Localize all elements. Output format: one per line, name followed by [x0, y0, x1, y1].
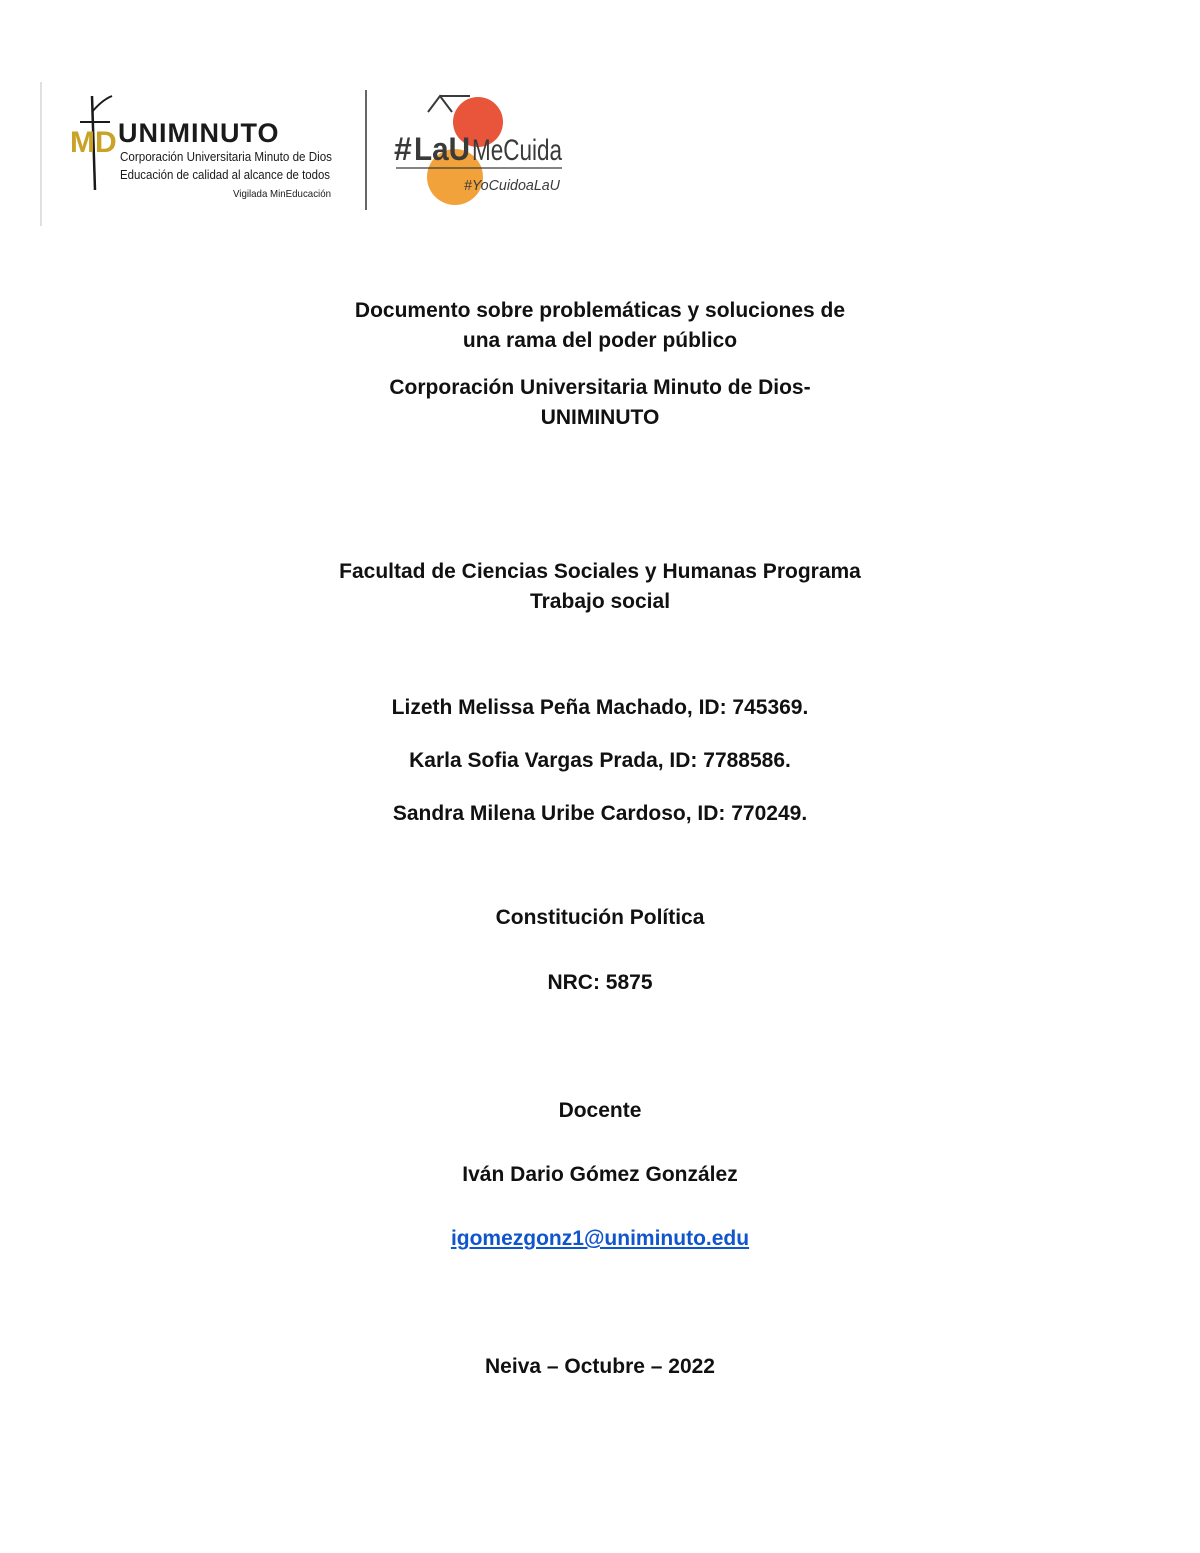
- course-nrc: NRC: 5875: [547, 971, 653, 994]
- uniminuto-monogram: MD: [70, 126, 117, 159]
- document-title-line-1: Documento sobre problemáticas y soluciones de: [354, 299, 846, 322]
- uniminuto-tagline-2: Educación de calidad al alcance de todos: [120, 168, 330, 182]
- teacher-name: Iván Dario Gómez González: [462, 1163, 738, 1186]
- campaign-logo: [394, 96, 562, 205]
- uniminuto-tagline-3: Vigilada MinEducación: [233, 188, 332, 200]
- house-icon: [428, 96, 452, 112]
- campaign-subtag: #YoCuidoaLaU: [464, 177, 561, 194]
- faculty-line-1: Facultad de Ciencias Sociales y Humanas Programa: [339, 560, 861, 583]
- place-date: Neiva – Octubre – 2022: [485, 1355, 715, 1378]
- logo-banner: [40, 82, 580, 228]
- institution-line-2: UNIMINUTO: [540, 406, 660, 429]
- teacher-email-row: [0, 1224, 1200, 1254]
- uniminuto-logo: [70, 96, 332, 200]
- uniminuto-emblem-icon: [70, 96, 117, 190]
- teacher-email-link[interactable]: igomezgonz1@uniminuto.edu: [450, 1227, 750, 1250]
- document-title-line-2: una rama del poder público: [462, 329, 738, 352]
- teacher-label: Docente: [558, 1099, 642, 1122]
- faculty-line-2: Trabajo social: [529, 590, 671, 613]
- uniminuto-wordmark: UNIMINUTO: [118, 118, 280, 148]
- author-3: Sandra Milena Uribe Cardoso, ID: 770249.: [392, 802, 808, 825]
- campaign-hashtag-main: LaU: [414, 131, 470, 167]
- uniminuto-tagline-1: Corporación Universitaria Minuto de Dios: [120, 150, 332, 164]
- author-2: Karla Sofia Vargas Prada, ID: 7788586.: [409, 749, 791, 772]
- campaign-hashtag-rest: MeCuida: [472, 134, 563, 167]
- institution-line-1: Corporación Universitaria Minuto de Dios-: [389, 376, 811, 399]
- author-1: Lizeth Melissa Peña Machado, ID: 745369.: [391, 696, 809, 719]
- course-name: Constitución Política: [495, 906, 705, 929]
- campaign-hashtag-prefix: #: [394, 131, 412, 167]
